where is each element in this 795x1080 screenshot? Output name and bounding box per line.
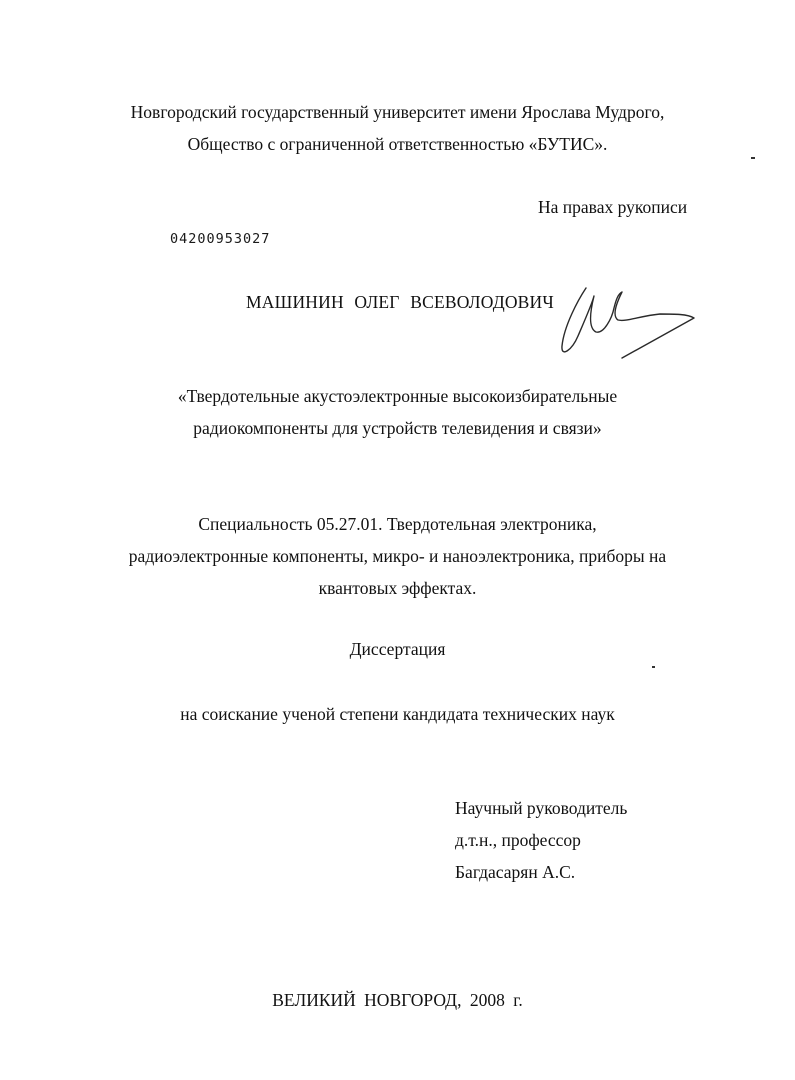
supervisor-role: Научный руководитель (455, 798, 628, 818)
specialty-line-2: радиоэлектронные компоненты, микро- и наноэлектроника, приборы на (128, 546, 667, 566)
rights-note: На правах рукописи (538, 197, 688, 217)
degree-line: на соискание ученой степени кандидата технических наук (180, 704, 615, 724)
signature-stroke (562, 288, 694, 358)
institution-line-2: Общество с ограниченной ответственностью «БУТИС». (187, 134, 608, 154)
scan-speck (652, 666, 655, 668)
title-line-1: «Твердотельные акустоэлектронные высокоизбирательные (177, 386, 618, 406)
document-type: Диссертация (349, 639, 446, 659)
handwritten-signature (556, 278, 700, 362)
supervisor-name: Багдасарян А.С. (455, 862, 576, 882)
scan-speck (751, 157, 755, 159)
author-name: МАШИНИН ОЛЕГ ВСЕВОЛОДОВИЧ (246, 292, 554, 312)
institution-line-1: Новгородский государственный университет имени Ярослава Мудрого, (130, 102, 665, 122)
place-year: ВЕЛИКИЙ НОВГОРОД, 2008 г. (272, 990, 523, 1010)
specialty-line-3: квантовых эффектах. (318, 578, 477, 598)
registration-number: 04200953027 (170, 231, 271, 247)
supervisor-credentials: д.т.н., профессор (455, 830, 581, 850)
specialty-line-1: Специальность 05.27.01. Твердотельная электроника, (198, 514, 597, 534)
title-line-2: радиокомпоненты для устройств телевидения и связи» (193, 418, 602, 438)
